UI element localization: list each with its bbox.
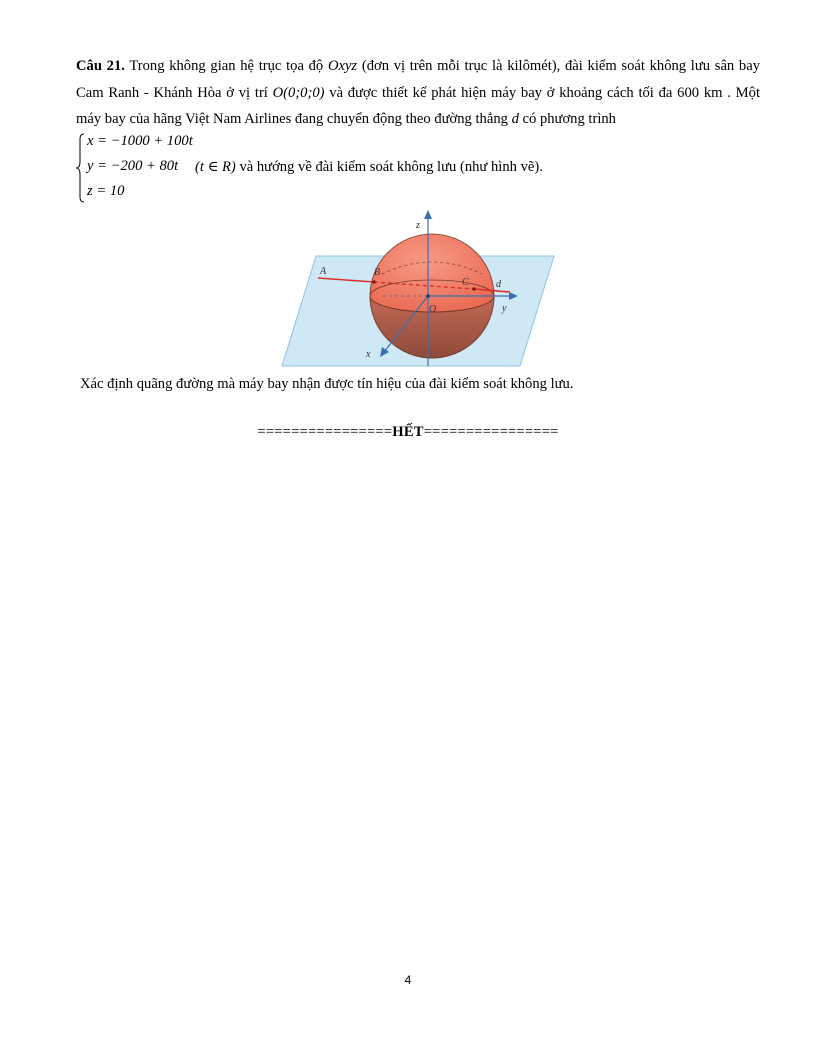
label-o: O [429,304,437,315]
question-text-3: và được thiết kế phát hiện máy bay ở khoảng cách tối đa [324,84,678,101]
label-c: C [462,277,469,288]
end-marker-right: ================ [423,424,559,440]
parameter-condition-line [195,158,543,176]
equation-y: y = −200 + 80t [87,158,179,174]
page-number: 4 [404,973,412,987]
question-text-5: có phương trình [518,111,616,127]
question-label: Câu 21. [76,58,125,74]
max-distance: 600 km [677,84,723,101]
curly-brace-icon [76,133,86,203]
label-a: A [320,266,327,277]
point-o [426,294,430,298]
end-marker-left: ================ [257,424,393,440]
parameter-condition: (t ∈ R) [195,159,236,175]
question-paragraph [76,53,760,133]
point-c [472,287,476,291]
point-b [372,280,376,284]
label-d: d [496,279,501,290]
end-marker [0,424,816,441]
equation-z: z = 10 [87,183,125,199]
question-text-1: Trong không gian hệ trục tọa độ [124,58,328,74]
label-z: z [416,220,420,231]
question-text-2: (đơn vị trên mỗi trục là kilômét), đài kiểm soát không lưu sân bay Cam Ranh - Khánh Hòa ở vị trí [76,58,761,101]
sphere-plane-figure [278,208,558,370]
condition-trailing-text: và hướng về đài kiểm soát không lưu (như hình vẽ). [235,159,543,175]
label-x: x [366,349,371,360]
label-b: B [374,267,381,278]
question-prompt: Xác định quãng đường mà máy bay nhận được tín hiệu của đài kiểm soát không lưu. [80,376,574,392]
question-text-4: . Một máy bay của hãng Việt Nam Airlines đang chuyển động theo đường thẳng [76,84,760,127]
line-name: d [511,111,519,127]
label-y: y [502,303,507,314]
origin-point: O(0;0;0) [272,84,325,101]
equation-system [76,133,760,205]
equation-x: x = −1000 + 100t [87,133,193,149]
space-name: Oxyz [327,58,358,74]
end-marker-word: HẾT [392,424,424,440]
sphere-upper-half [370,234,494,312]
